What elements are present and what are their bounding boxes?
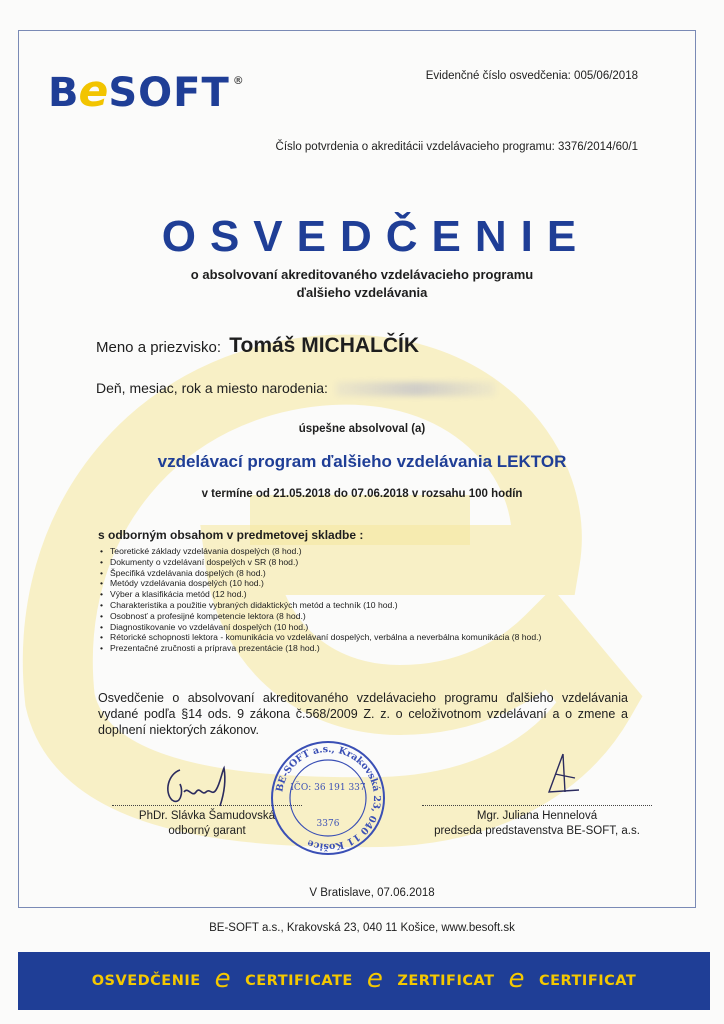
name-label: Meno a priezvisko:	[96, 339, 222, 356]
band-word-osvedcenie: OSVEDČENIE	[91, 973, 201, 989]
list-item: • Diagnostikovanie vo vzdelávaní dospelých (10 hod.)	[100, 622, 541, 633]
official-stamp-icon	[268, 738, 388, 858]
left-signer-role: odborný garant	[168, 825, 246, 837]
band-word-certificat: CERTIFICAT	[538, 973, 637, 989]
list-item: • Metódy vzdelávania dospelých (10 hod.)	[100, 578, 541, 589]
certificate-band	[18, 952, 710, 1010]
list-item: • Osobnosť a profesijné kompetencie lektora (8 hod.)	[100, 611, 541, 622]
birth-row	[96, 380, 496, 396]
subtitle-line-2: ďalšieho vzdelávania	[296, 285, 428, 300]
right-signature-block	[422, 805, 652, 839]
page-title: OSVEDČENIE	[161, 212, 591, 261]
band-word-certificate: CERTIFICATE	[245, 973, 353, 989]
name-row	[96, 334, 419, 358]
footer-address: BE-SOFT a.s., Krakovská 23, 040 11 Košice, www.besoft.sk	[209, 922, 515, 934]
registered-icon: ®	[232, 74, 245, 87]
right-signer-role: predseda predstavenstva BE-SOFT, a.s.	[434, 825, 640, 837]
certificate-number: Evidenčné číslo osvedčenia: 005/06/2018	[425, 70, 638, 82]
list-item: • Prezentačné zručnosti a príprava prezentácie (18 hod.)	[100, 643, 541, 654]
logo-e-icon: e	[78, 66, 110, 117]
completion-status: úspešne absolvoval (a)	[298, 423, 426, 435]
besoft-logo	[48, 66, 245, 117]
right-signer-name: Mgr. Juliana Hennelová	[476, 810, 598, 822]
stamp-ring-text: BE-SOFT a.s., Krakovská 23, 040 11 Košice	[274, 743, 383, 853]
list-item: • Charakteristika a použitie vybraných didaktických metód a techník (10 hod.)	[100, 600, 541, 611]
logo-letter-b: B	[48, 70, 80, 116]
content-heading: s odborným obsahom v predmetovej skladbe :	[98, 528, 364, 542]
e-separator-icon: e	[214, 964, 232, 994]
place-and-date: V Bratislave, 07.06.2018	[309, 887, 435, 899]
e-separator-icon: e	[366, 964, 384, 994]
program-name: vzdelávací program ďalšieho vzdelávania LEKTOR	[157, 452, 567, 471]
stamp-ico: IČO: 36 191 337	[290, 783, 366, 793]
band-word-zertificat: ZERTIFICAT	[397, 973, 495, 989]
signature-line	[422, 805, 652, 806]
stamp-number: 3376	[316, 819, 340, 829]
subtitle-line-1: o absolvovaní akreditovaného vzdelávacieho programu	[190, 267, 534, 282]
list-item: • Špecifiká vzdelávania dospelých (8 hod.)	[100, 568, 541, 579]
right-signature-icon	[535, 752, 585, 800]
program-term: v termíne od 21.05.2018 do 07.06.2018 v rozsahu 100 hodín	[201, 488, 523, 500]
birth-label: Deň, mesiac, rok a miesto narodenia:	[96, 380, 328, 396]
left-signer-name: PhDr. Slávka Šamudovská	[138, 810, 276, 822]
topic-list	[100, 546, 541, 654]
subtitle	[0, 266, 724, 302]
person-name: Tomáš MICHALČÍK	[229, 334, 420, 357]
list-item: • Teoretické základy vzdelávania dospelých (8 hod.)	[100, 546, 541, 557]
accreditation-number: Číslo potvrdenia o akreditácii vzdelávacieho programu: 3376/2014/60/1	[275, 141, 638, 153]
redacted-birth-info	[336, 382, 496, 396]
list-item: • Dokumenty o vzdelávaní dospelých v SR (8 hod.)	[100, 557, 541, 568]
e-separator-icon: e	[508, 964, 525, 994]
list-item: • Výber a klasifikácia metód (12 hod.)	[100, 589, 541, 600]
legal-statement: Osvedčenie o absolvovaní akreditovaného vzdelávacieho programu ďalšieho vzdelávania vydané podľa §14 ods. 9 zákona č.568/2009 Z. z. o celoživotnom vzdelávaní a o zmene a doplnení niektorých zákonov.	[98, 691, 628, 737]
logo-text-soft: SOFT	[108, 70, 230, 116]
list-item: • Rétorické schopnosti lektora - komunikácia vo vzdelávaní dospelých, verbálna a neverbálna komunikácia (8 hod.)	[100, 632, 541, 643]
